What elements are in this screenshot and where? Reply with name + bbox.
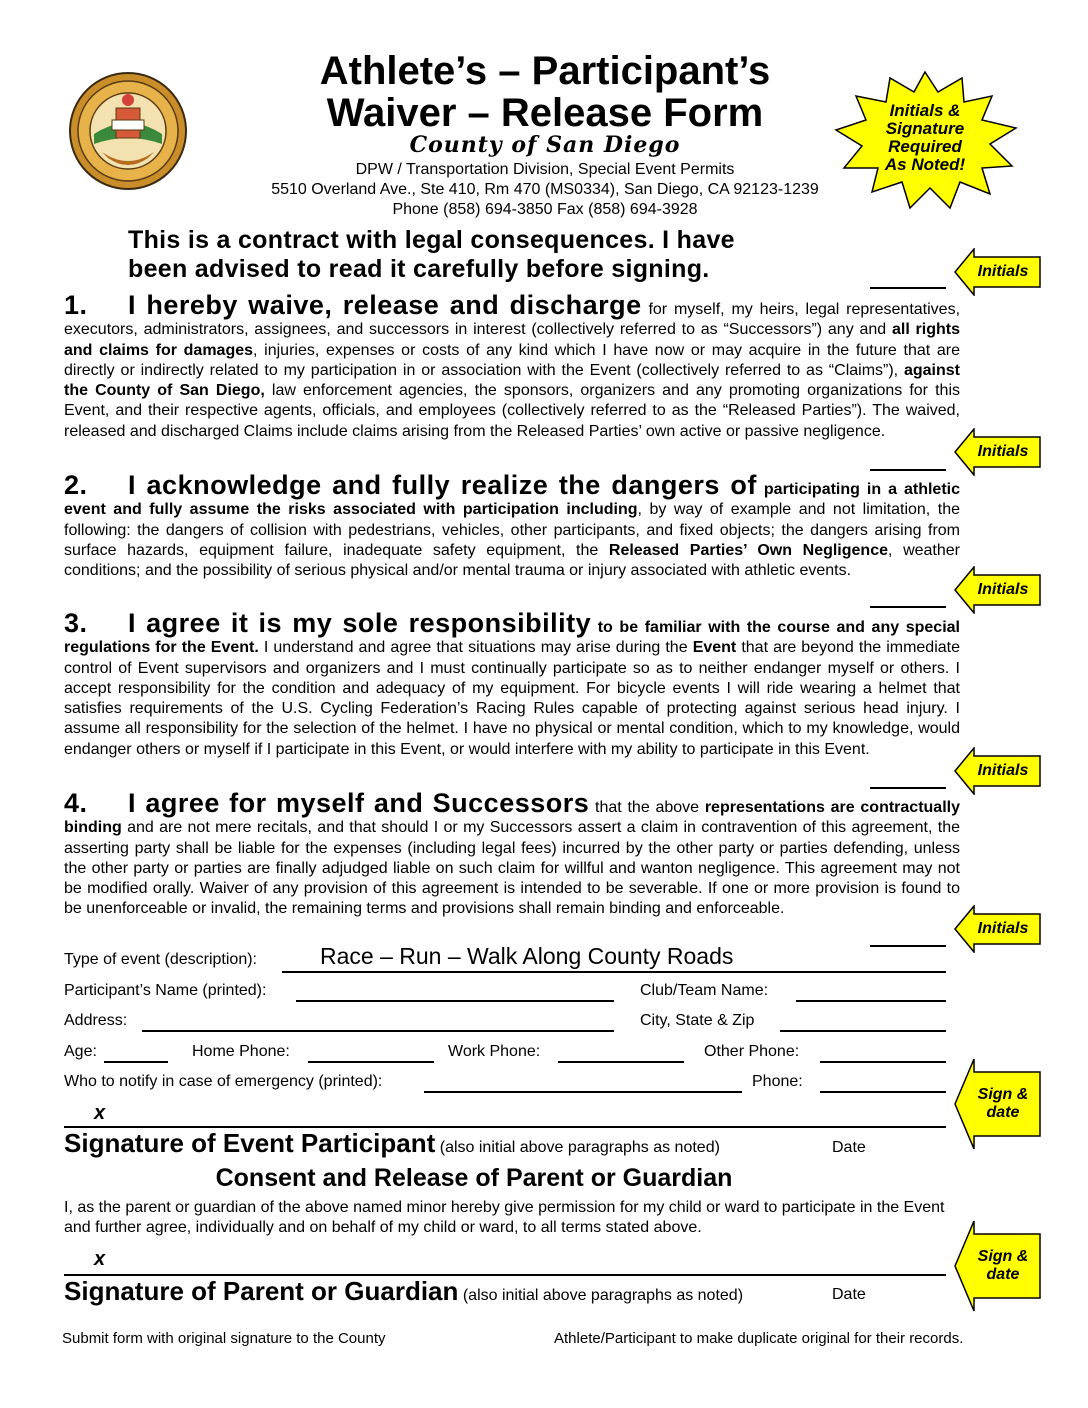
paragraph-3-bold-2: Event xyxy=(692,639,737,657)
sign-arrow-guardian xyxy=(954,1220,1042,1312)
address-field[interactable] xyxy=(142,1030,614,1032)
initials-arrow-contract xyxy=(954,248,1042,296)
paragraph-3-bold-1: to be familiar with the course and any special regulations for the Event. xyxy=(64,619,960,657)
paragraph-2 xyxy=(64,470,960,581)
paragraph-2-text-1: , by way of example and not limitation, the following: the dangers of collision with pedestrians, vehicles, other participants, and fixed objects; the dangers arising from surface hazards, equipment failure, inadequate safety equipment, the xyxy=(64,501,961,559)
emergency-phone-label: Phone: xyxy=(752,1073,803,1090)
paragraph-4-lead: I agree for myself and Successors xyxy=(128,788,590,818)
other-phone-field[interactable] xyxy=(820,1061,946,1063)
paragraph-3 xyxy=(64,608,960,760)
paragraph-4-bold-1: representations are contractually binding xyxy=(64,799,960,837)
paragraph-4-number: 4. xyxy=(64,788,88,818)
starburst-line-2: Signature xyxy=(885,119,965,138)
consent-heading: Consent and Release of Parent or Guardian xyxy=(215,1164,733,1192)
paragraph-1 xyxy=(64,290,960,442)
contract-line-2: been advised to read it carefully before signing. xyxy=(128,255,710,283)
participant-date-label: Date xyxy=(832,1139,866,1156)
initials-line-contract[interactable] xyxy=(870,287,946,289)
participant-name-label: Participant’s Name (printed): xyxy=(64,982,267,999)
phone-line: Phone (858) 694-3850 Fax (858) 694-3928 xyxy=(392,201,698,218)
initials-line-paragraph-1[interactable] xyxy=(870,469,946,471)
city-state-zip-field[interactable] xyxy=(780,1030,946,1032)
paragraph-1-text-1: for myself, my heirs, legal representatives, executors, administrators, assignees, and successors in interest (collectively referred to as “Successors”) any and xyxy=(64,301,961,339)
arrow-label: Initials xyxy=(977,263,1029,280)
paragraph-3-text-1: I understand and agree that situations may arise during the xyxy=(258,639,693,657)
arrow-label-date: date xyxy=(986,1266,1020,1283)
paragraph-1-bold-1: all rights and claims for damages xyxy=(64,321,960,359)
initials-arrow-paragraph-4 xyxy=(954,905,1042,953)
form-title xyxy=(250,50,840,134)
address-label: Address: xyxy=(64,1012,128,1029)
title-line-1: Athlete’s – Participant’s xyxy=(319,49,771,93)
event-type-value: Race – Run – Walk Along County Roads xyxy=(320,943,734,969)
arrow-label-date: date xyxy=(986,1104,1020,1121)
contract-line-1: This is a contract with legal consequences. I have xyxy=(128,226,735,254)
event-type-field[interactable] xyxy=(282,971,946,973)
paragraph-1-lead: I hereby waive, release and discharge xyxy=(128,290,642,320)
participant-name-field[interactable] xyxy=(296,1000,614,1002)
initials-line-paragraph-4[interactable] xyxy=(870,945,946,947)
paragraph-3-text-2: that are beyond the immediate control of Event supervisors and organizers and I must continually participate so as to neither endanger myself or others. I accept responsibility for the condition and adequacy of my equipment. For bicycle events I will ride wearing a helmet that satisfies requirements of the U.S. Cycling Federation’s Racing Rules capable of protecting against serious head injury. I assume all responsibility for the selection of the helmet. I have no physical or mental condition, which to my knowledge, would endanger others or myself if I participate in this Event, or would interfere with my ability to participate in this Event. xyxy=(64,639,960,758)
arrow-label-sign: Sign & xyxy=(977,1248,1029,1265)
initials-line-paragraph-3[interactable] xyxy=(870,787,946,789)
paragraph-1-text-3: law enforcement agencies, the sponsors, organizers and any promoting organizations for this Event, and their respective agents, officials, and employees (collectively referred to as the “Released Parties”). The waived, released and discharged Claims include claims arising from the Released Parties’ own active or passive negligence. xyxy=(64,382,960,440)
home-phone-label: Home Phone: xyxy=(192,1043,290,1060)
emergency-contact-field[interactable] xyxy=(424,1091,742,1093)
arrow-label: Initials xyxy=(977,920,1029,937)
county-seal-graphic xyxy=(60,72,196,190)
participant-signature-note: (also initial above paragraphs as noted) xyxy=(435,1139,720,1156)
division-line: DPW / Transportation Division, Special Event Permits xyxy=(355,161,735,178)
paragraph-4-text-2: and are not mere recitals, and that should I or my Successors assert a claim in contravention of this agreement, the asserting party shall be liable for the expenses (including legal fees) incurred by the other party or parties defending, unless the other party or parties are finally adjudged liable on such claim for willful and wanton negligence. This agreement may not be modified orally. Waiver of any provision of this agreement is intended to be severable. If one or more provision is found to be unenforceable or invalid, the remaining terms and provisions shall remain binding and enforceable. xyxy=(64,819,960,918)
other-phone-label: Other Phone: xyxy=(704,1043,800,1060)
work-phone-label: Work Phone: xyxy=(448,1043,541,1060)
paragraph-1-bold-2: against the County of San Diego, xyxy=(64,361,960,400)
required-starburst xyxy=(830,70,1020,210)
paragraph-3-lead: I agree it is my sole responsibility xyxy=(128,608,592,638)
guardian-date-label: Date xyxy=(832,1286,866,1303)
club-team-label: Club/Team Name: xyxy=(640,982,769,999)
age-field[interactable] xyxy=(104,1061,168,1063)
paragraph-4 xyxy=(64,788,960,920)
initials-line-paragraph-2[interactable] xyxy=(870,606,946,608)
consent-text: I, as the parent or guardian of the above named minor hereby give permission for my child or ward to participate in the Event and further agree, individually and on behalf of my child or ward, to all terms stated above. xyxy=(64,1199,945,1236)
starburst-line-1: Initials & xyxy=(889,101,961,120)
guardian-signature-x: x xyxy=(94,1248,106,1270)
paragraph-3-number: 3. xyxy=(64,608,88,638)
starburst-shape xyxy=(830,70,1020,210)
initials-arrow-paragraph-1 xyxy=(954,428,1042,476)
club-team-field[interactable] xyxy=(796,1000,946,1002)
arrow-label-sign: Sign & xyxy=(977,1086,1029,1103)
paragraph-2-bold-1: participating in a athletic event and fully assume the risks associated with participation including xyxy=(64,481,960,519)
county-seal xyxy=(60,72,196,190)
work-phone-field[interactable] xyxy=(558,1061,684,1063)
arrow-label: Initials xyxy=(977,762,1029,779)
starburst-line-3: Required xyxy=(888,137,962,156)
paragraph-2-bold-2: Released Parties’ Own Negligence xyxy=(608,541,888,559)
paragraph-2-text-2: , weather conditions; and the possibility of serious physical and/or mental trauma or injury associated with athletic events. xyxy=(64,541,960,580)
sign-arrow-participant xyxy=(954,1058,1042,1150)
age-label: Age: xyxy=(64,1043,97,1060)
paragraph-4-text-1: that the above xyxy=(589,799,705,816)
guardian-signature-note: (also initial above paragraphs as noted) xyxy=(458,1287,744,1304)
footer-duplicate-note: Athlete/Participant to make duplicate original for their records. xyxy=(554,1330,964,1347)
city-state-zip-label: City, State & Zip xyxy=(640,1012,755,1029)
paragraph-2-number: 2. xyxy=(64,470,88,500)
contract-warning xyxy=(128,226,848,284)
county-name: County of San Diego xyxy=(409,132,681,158)
initials-arrow-paragraph-2 xyxy=(954,566,1042,614)
emergency-phone-field[interactable] xyxy=(820,1091,946,1093)
footer-submit-note: Submit form with original signature to the County xyxy=(62,1330,386,1347)
arrow-label xyxy=(968,1220,1038,1312)
emergency-contact-label: Who to notify in case of emergency (printed): xyxy=(64,1073,383,1090)
paragraph-1-number: 1. xyxy=(64,290,88,320)
event-type-label: Type of event (description): xyxy=(64,951,257,968)
title-line-2: Waiver – Release Form xyxy=(326,91,764,135)
participant-signature-title: Signature of Event Participant xyxy=(64,1128,436,1158)
paragraph-2-lead: I acknowledge and fully realize the dangers of xyxy=(128,470,757,500)
arrow-label xyxy=(968,1058,1038,1150)
participant-signature-caption xyxy=(64,1128,720,1163)
address-line: 5510 Overland Ave., Ste 410, Rm 470 (MS0334), San Diego, CA 92123-1239 xyxy=(271,181,819,198)
arrow-label: Initials xyxy=(977,443,1029,460)
initials-arrow-paragraph-3 xyxy=(954,747,1042,795)
starburst-line-4: As Noted! xyxy=(884,155,966,174)
guardian-signature-caption xyxy=(64,1276,743,1311)
arrow-label: Initials xyxy=(977,581,1029,598)
paragraph-1-text-2: , injuries, expenses or costs of any kind which I have now or may acquire in the future that are directly or indirectly related to my participation in or association with the Event (collectively referred to as “Claims”), xyxy=(64,341,961,379)
guardian-signature-title: Signature of Parent or Guardian xyxy=(64,1276,459,1306)
home-phone-field[interactable] xyxy=(308,1061,434,1063)
participant-signature-x: x xyxy=(94,1102,106,1124)
